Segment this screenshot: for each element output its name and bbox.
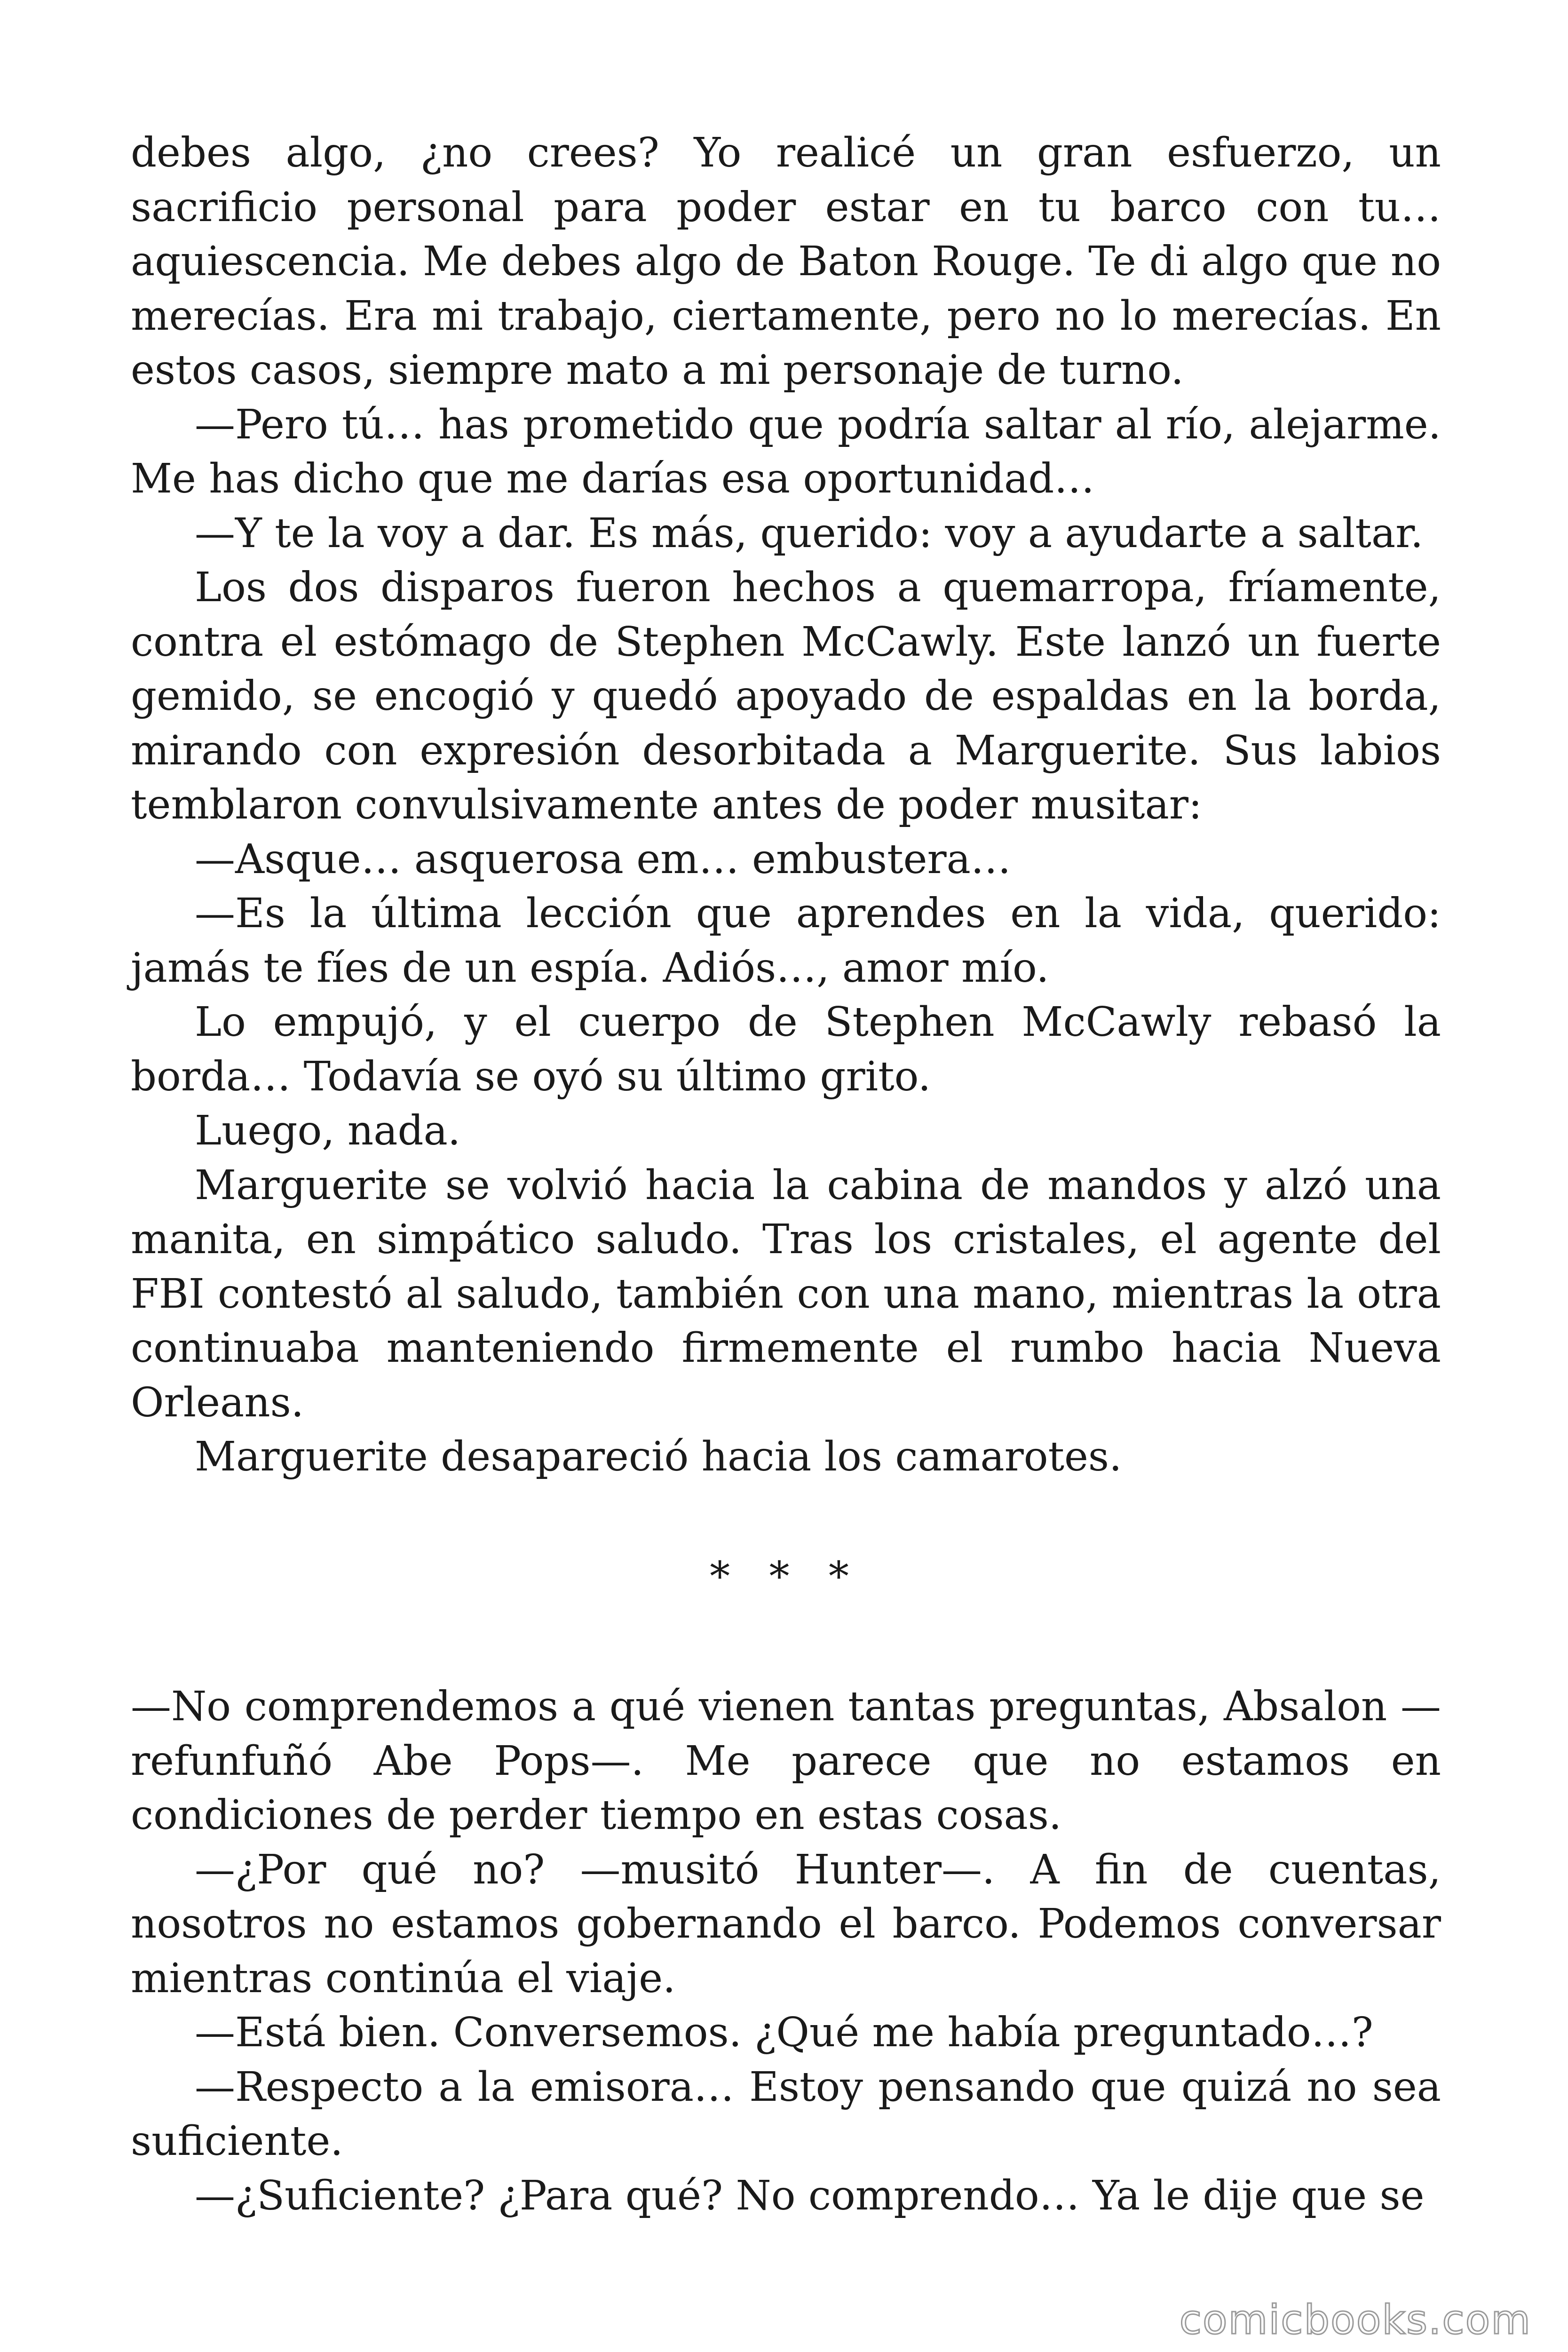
- paragraph: —Respecto a la emisora… Estoy pensando que quizá no sea suficiente.: [131, 2063, 1441, 2165]
- paragraph: Luego, nada.: [195, 1107, 461, 1154]
- watermark-logo: comicbooks.com: [1179, 2296, 1531, 2344]
- paragraph: —No comprendemos a qué vienen tantas preguntas, Absalon —refunfuñó Abe Pops—. Me parece que no estamos en condiciones de perder tiempo en estas cosas.: [131, 1683, 1441, 1839]
- paragraph: —Pero tú… has prometido que podría saltar al río, alejarme. Me has dicho que me darías esa oportunidad…: [131, 401, 1441, 502]
- paragraph: —Y te la voy a dar. Es más, querido: voy a ayudarte a saltar.: [195, 509, 1424, 557]
- paragraph: debes algo, ¿no crees? Yo realicé un gran esfuerzo, un sacrificio personal para poder estar en tu barco con tu… aquiescencia. Me debes algo de Baton Rouge. Te di algo que no merecías. Era mi trabajo, ciertamente, pero no lo merecías. En estos casos, siempre mato a mi personaje de turno.: [131, 129, 1441, 394]
- paragraph: Los dos disparos fueron hechos a quemarropa, fríamente, contra el estómago de Stephen McCawly. Este lanzó un fuerte gemido, se encogió y quedó apoyado de espaldas en la borda, mirando con expresión desorbitada a Marguerite. Sus labios temblaron convulsivamente antes de poder musitar:: [131, 564, 1441, 828]
- paragraph: —Asque… asquerosa em… embustera…: [195, 835, 1011, 883]
- paragraph: Marguerite se volvió hacia la cabina de mandos y alzó una manita, en simpático saludo. Tras los cristales, el agente del FBI contestó al saludo, también con una mano, mientras la otra continuaba manteniendo firmemente el rumbo hacia Nueva Orleans.: [131, 1161, 1441, 1426]
- paragraph: —¿Por qué no? —musitó Hunter—. A fin de cuentas, nosotros no estamos gobernando el barco. Podemos conversar mientras continúa el viaje.: [131, 1846, 1441, 2002]
- scene-break: * * *: [710, 1553, 862, 1600]
- paragraph: Lo empujó, y el cuerpo de Stephen McCawly rebasó la borda… Todavía se oyó su último grito.: [131, 999, 1441, 1100]
- paragraph: —Es la última lección que aprendes en la vida, querido: jamás te fíes de un espía. Adiós…, amor mío.: [131, 890, 1441, 992]
- text-section-1: [131, 126, 1441, 1485]
- text-section-2: [131, 1680, 1441, 2223]
- paragraph: —¿Suficiente? ¿Para qué? No comprendo… Ya le dije que se: [195, 2172, 1425, 2219]
- paragraph: Marguerite desapareció hacia los camarotes.: [195, 1433, 1122, 1480]
- paragraph: —Está bien. Conversemos. ¿Qué me había preguntado…?: [195, 2009, 1373, 2056]
